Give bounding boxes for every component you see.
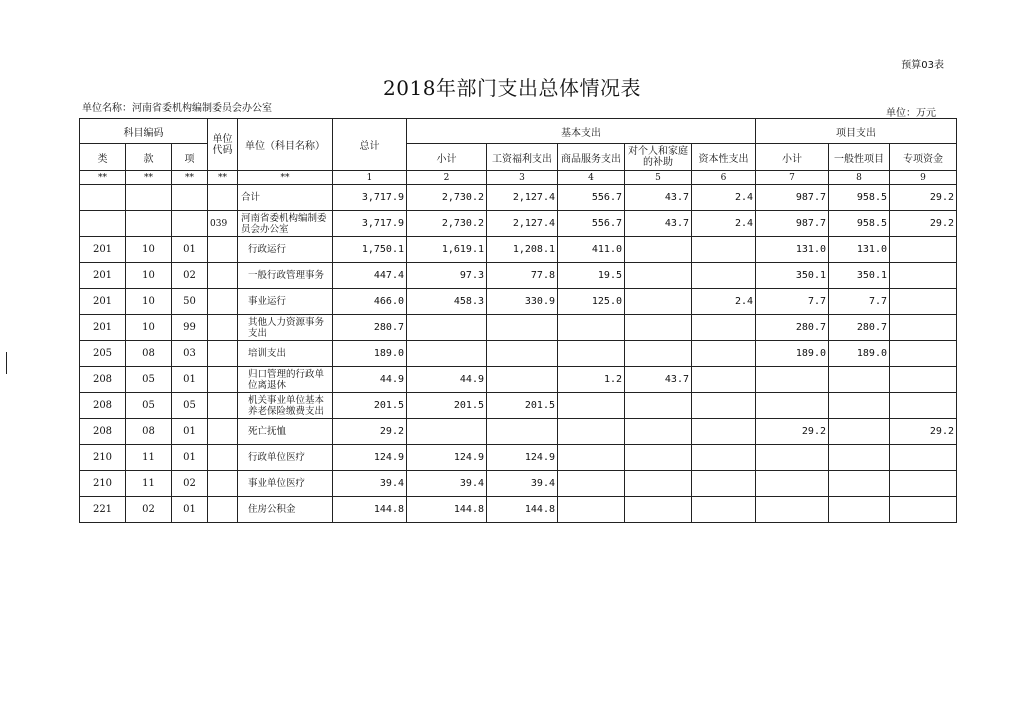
cell-unit-code <box>208 185 238 211</box>
cell-capital <box>692 393 756 419</box>
header-general: 一般性项目 <box>829 144 890 171</box>
cell-xiang <box>172 185 208 211</box>
index-cell: 2 <box>407 171 487 185</box>
cell-kuan: 11 <box>126 471 172 497</box>
index-cell: 6 <box>692 171 756 185</box>
table-row <box>80 237 957 263</box>
cell-name: 合计 <box>238 185 333 211</box>
cell-name: 培训支出 <box>238 341 333 367</box>
cell-capital: 2.4 <box>692 185 756 211</box>
cell-wages <box>487 419 558 445</box>
cell-special <box>890 393 957 419</box>
cell-name: 住房公积金 <box>238 497 333 523</box>
table-row <box>80 471 957 497</box>
header-goods: 商品服务支出 <box>558 144 625 171</box>
index-cell: 8 <box>829 171 890 185</box>
cell-subsidy <box>625 315 692 341</box>
index-cell: 5 <box>625 171 692 185</box>
cell-general <box>829 445 890 471</box>
header-capital: 资本性支出 <box>692 144 756 171</box>
cell-capital <box>692 419 756 445</box>
cell-capital <box>692 263 756 289</box>
table-row <box>80 367 957 393</box>
cell-unit-code <box>208 471 238 497</box>
cell-lei: 208 <box>80 419 126 445</box>
cell-basic-subtotal <box>407 419 487 445</box>
cell-basic-subtotal <box>407 315 487 341</box>
header-lei: 类 <box>80 144 126 171</box>
cell-goods <box>558 315 625 341</box>
cell-name: 机关事业单位基本养老保险缴费支出 <box>238 393 333 419</box>
header-basic-subtotal: 小计 <box>407 144 487 171</box>
cell-name: 行政运行 <box>238 237 333 263</box>
cell-general: 7.7 <box>829 289 890 315</box>
cell-lei: 205 <box>80 341 126 367</box>
cell-proj-subtotal: 280.7 <box>756 315 829 341</box>
cell-capital <box>692 471 756 497</box>
table-row <box>80 315 957 341</box>
header-row-1 <box>80 119 957 144</box>
cell-subsidy <box>625 445 692 471</box>
cell-unit-code <box>208 497 238 523</box>
cell-unit-code <box>208 341 238 367</box>
cell-name: 行政单位医疗 <box>238 445 333 471</box>
cell-total: 189.0 <box>333 341 407 367</box>
cell-capital <box>692 497 756 523</box>
cell-proj-subtotal <box>756 445 829 471</box>
cell-general: 280.7 <box>829 315 890 341</box>
cell-proj-subtotal <box>756 367 829 393</box>
cell-subsidy: 43.7 <box>625 185 692 211</box>
cell-goods: 411.0 <box>558 237 625 263</box>
cell-subsidy <box>625 497 692 523</box>
cell-total: 1,750.1 <box>333 237 407 263</box>
cell-special <box>890 367 957 393</box>
cell-special <box>890 445 957 471</box>
index-cell: 9 <box>890 171 957 185</box>
cell-general: 189.0 <box>829 341 890 367</box>
cell-goods <box>558 393 625 419</box>
header-total: 总计 <box>333 119 407 171</box>
cell-unit-code <box>208 419 238 445</box>
cell-proj-subtotal <box>756 393 829 419</box>
cell-name: 事业运行 <box>238 289 333 315</box>
cell-total: 39.4 <box>333 471 407 497</box>
cell-lei: 210 <box>80 445 126 471</box>
cell-general: 958.5 <box>829 211 890 237</box>
cell-proj-subtotal: 350.1 <box>756 263 829 289</box>
cell-goods <box>558 445 625 471</box>
cell-xiang: 01 <box>172 237 208 263</box>
cell-kuan: 10 <box>126 289 172 315</box>
cell-proj-subtotal: 29.2 <box>756 419 829 445</box>
cell-lei: 201 <box>80 289 126 315</box>
cell-kuan: 10 <box>126 237 172 263</box>
cell-general: 350.1 <box>829 263 890 289</box>
cell-unit-code <box>208 315 238 341</box>
cell-basic-subtotal: 201.5 <box>407 393 487 419</box>
cell-wages: 2,127.4 <box>487 211 558 237</box>
header-basic: 基本支出 <box>407 119 756 144</box>
cell-special: 29.2 <box>890 185 957 211</box>
cell-lei <box>80 185 126 211</box>
cell-total: 201.5 <box>333 393 407 419</box>
cell-goods: 556.7 <box>558 211 625 237</box>
cell-general <box>829 471 890 497</box>
cell-capital <box>692 315 756 341</box>
cell-kuan: 02 <box>126 497 172 523</box>
index-row <box>80 171 957 185</box>
cell-xiang: 01 <box>172 497 208 523</box>
table-body <box>80 185 957 523</box>
cell-name: 一般行政管理事务 <box>238 263 333 289</box>
index-cell: ** <box>238 171 333 185</box>
cell-general <box>829 367 890 393</box>
cell-lei: 201 <box>80 315 126 341</box>
cell-basic-subtotal: 144.8 <box>407 497 487 523</box>
cell-subsidy: 43.7 <box>625 211 692 237</box>
cell-kuan <box>126 185 172 211</box>
index-cell: ** <box>172 171 208 185</box>
cell-wages <box>487 341 558 367</box>
cell-lei: 208 <box>80 367 126 393</box>
cell-basic-subtotal: 2,730.2 <box>407 185 487 211</box>
cell-xiang: 01 <box>172 445 208 471</box>
header-unit-code: 单位代码 <box>208 119 238 171</box>
cell-kuan <box>126 211 172 237</box>
cell-goods: 1.2 <box>558 367 625 393</box>
cell-total: 466.0 <box>333 289 407 315</box>
cell-kuan: 11 <box>126 445 172 471</box>
cell-subsidy <box>625 393 692 419</box>
cell-wages: 77.8 <box>487 263 558 289</box>
cell-kuan: 05 <box>126 393 172 419</box>
cell-proj-subtotal: 987.7 <box>756 211 829 237</box>
cell-xiang: 99 <box>172 315 208 341</box>
cell-total: 447.4 <box>333 263 407 289</box>
cell-wages: 330.9 <box>487 289 558 315</box>
cell-kuan: 05 <box>126 367 172 393</box>
cell-unit-code <box>208 393 238 419</box>
cell-name: 事业单位医疗 <box>238 471 333 497</box>
cell-total: 144.8 <box>333 497 407 523</box>
cell-basic-subtotal: 458.3 <box>407 289 487 315</box>
cell-goods: 125.0 <box>558 289 625 315</box>
cell-goods: 556.7 <box>558 185 625 211</box>
cell-unit-code <box>208 237 238 263</box>
cell-capital: 2.4 <box>692 211 756 237</box>
cell-special <box>890 315 957 341</box>
cell-subsidy <box>625 289 692 315</box>
cell-xiang: 05 <box>172 393 208 419</box>
table-row <box>80 289 957 315</box>
expenditure-table <box>79 118 957 523</box>
cell-proj-subtotal: 189.0 <box>756 341 829 367</box>
cell-basic-subtotal: 44.9 <box>407 367 487 393</box>
cell-xiang: 50 <box>172 289 208 315</box>
index-cell: 4 <box>558 171 625 185</box>
cell-goods <box>558 497 625 523</box>
header-unit-subject-name: 单位（科目名称） <box>238 119 333 171</box>
cell-capital <box>692 367 756 393</box>
cell-special <box>890 341 957 367</box>
cell-basic-subtotal: 124.9 <box>407 445 487 471</box>
cell-name: 河南省委机构编制委员会办公室 <box>238 211 333 237</box>
cell-lei: 221 <box>80 497 126 523</box>
cell-special <box>890 263 957 289</box>
cell-wages: 2,127.4 <box>487 185 558 211</box>
index-cell: 3 <box>487 171 558 185</box>
cell-general <box>829 497 890 523</box>
cell-lei: 201 <box>80 237 126 263</box>
cell-goods: 19.5 <box>558 263 625 289</box>
cell-total: 29.2 <box>333 419 407 445</box>
cell-capital <box>692 341 756 367</box>
table-row <box>80 263 957 289</box>
cell-subsidy <box>625 341 692 367</box>
cell-wages: 124.9 <box>487 445 558 471</box>
header-xiang: 项 <box>172 144 208 171</box>
index-cell: 1 <box>333 171 407 185</box>
header-kuan: 款 <box>126 144 172 171</box>
margin-mark <box>6 352 7 374</box>
cell-basic-subtotal: 97.3 <box>407 263 487 289</box>
unit-name: 单位名称：河南省委机构编制委员会办公室 <box>82 103 272 114</box>
currency-unit: 单位：万元 <box>886 108 936 119</box>
cell-name: 死亡抚恤 <box>238 419 333 445</box>
cell-wages: 201.5 <box>487 393 558 419</box>
index-cell: ** <box>208 171 238 185</box>
cell-subsidy <box>625 419 692 445</box>
index-cell: ** <box>126 171 172 185</box>
cell-xiang: 02 <box>172 263 208 289</box>
table-row <box>80 185 957 211</box>
cell-special: 29.2 <box>890 211 957 237</box>
header-special: 专项资金 <box>890 144 957 171</box>
cell-general <box>829 419 890 445</box>
cell-proj-subtotal: 131.0 <box>756 237 829 263</box>
cell-xiang: 03 <box>172 341 208 367</box>
table-row <box>80 419 957 445</box>
cell-unit-code <box>208 263 238 289</box>
cell-capital: 2.4 <box>692 289 756 315</box>
cell-lei: 201 <box>80 263 126 289</box>
cell-goods <box>558 471 625 497</box>
cell-total: 44.9 <box>333 367 407 393</box>
cell-capital <box>692 445 756 471</box>
cell-unit-code <box>208 445 238 471</box>
cell-general <box>829 393 890 419</box>
form-number: 预算03表 <box>901 60 944 71</box>
cell-proj-subtotal <box>756 497 829 523</box>
cell-general: 131.0 <box>829 237 890 263</box>
cell-kuan: 08 <box>126 419 172 445</box>
cell-lei <box>80 211 126 237</box>
header-subsidy: 对个人和家庭的补助 <box>625 144 692 171</box>
table-row <box>80 445 957 471</box>
cell-proj-subtotal <box>756 471 829 497</box>
header-wages: 工资福利支出 <box>487 144 558 171</box>
cell-total: 124.9 <box>333 445 407 471</box>
cell-kuan: 10 <box>126 263 172 289</box>
table-row <box>80 497 957 523</box>
cell-basic-subtotal: 39.4 <box>407 471 487 497</box>
header-project: 项目支出 <box>756 119 957 144</box>
cell-name: 归口管理的行政单位离退休 <box>238 367 333 393</box>
cell-special <box>890 471 957 497</box>
cell-subsidy: 43.7 <box>625 367 692 393</box>
page-title: 2018年部门支出总体情况表 <box>383 76 641 100</box>
cell-total: 3,717.9 <box>333 211 407 237</box>
cell-unit-code <box>208 289 238 315</box>
cell-goods <box>558 341 625 367</box>
cell-goods <box>558 419 625 445</box>
table-row <box>80 393 957 419</box>
cell-kuan: 08 <box>126 341 172 367</box>
cell-xiang: 02 <box>172 471 208 497</box>
cell-lei: 208 <box>80 393 126 419</box>
cell-proj-subtotal: 7.7 <box>756 289 829 315</box>
cell-unit-code <box>208 367 238 393</box>
cell-subsidy <box>625 263 692 289</box>
cell-special <box>890 497 957 523</box>
cell-xiang <box>172 211 208 237</box>
cell-lei: 210 <box>80 471 126 497</box>
cell-subsidy <box>625 237 692 263</box>
cell-wages: 1,208.1 <box>487 237 558 263</box>
cell-special <box>890 289 957 315</box>
header-proj-subtotal: 小计 <box>756 144 829 171</box>
cell-kuan: 10 <box>126 315 172 341</box>
cell-wages: 39.4 <box>487 471 558 497</box>
cell-total: 280.7 <box>333 315 407 341</box>
cell-total: 3,717.9 <box>333 185 407 211</box>
index-cell: ** <box>80 171 126 185</box>
cell-special: 29.2 <box>890 419 957 445</box>
cell-wages: 144.8 <box>487 497 558 523</box>
cell-wages <box>487 367 558 393</box>
header-subject-code: 科目编码 <box>80 119 208 144</box>
cell-subsidy <box>625 471 692 497</box>
index-cell: 7 <box>756 171 829 185</box>
cell-xiang: 01 <box>172 419 208 445</box>
cell-name: 其他人力资源事务支出 <box>238 315 333 341</box>
cell-proj-subtotal: 987.7 <box>756 185 829 211</box>
cell-basic-subtotal: 1,619.1 <box>407 237 487 263</box>
cell-xiang: 01 <box>172 367 208 393</box>
cell-unit-code: 039 <box>208 211 238 237</box>
cell-general: 958.5 <box>829 185 890 211</box>
table-row <box>80 341 957 367</box>
cell-basic-subtotal <box>407 341 487 367</box>
cell-special <box>890 237 957 263</box>
cell-wages <box>487 315 558 341</box>
cell-basic-subtotal: 2,730.2 <box>407 211 487 237</box>
cell-capital <box>692 237 756 263</box>
table-row <box>80 211 957 237</box>
